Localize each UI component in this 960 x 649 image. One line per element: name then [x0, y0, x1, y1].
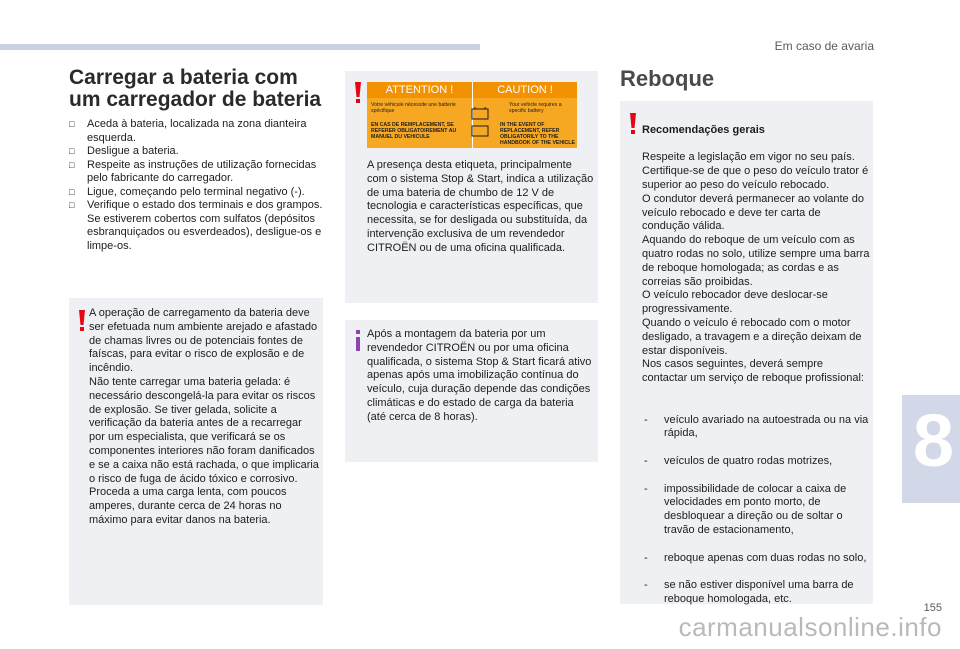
section-label: Em caso de avaria: [774, 39, 874, 53]
info-icon: [354, 330, 362, 352]
stop-start-info-text: Após a montagem da bateria por um revendedor CITROËN ou por uma oficina qualificada, o sistema Stop & Start ficará ativo apenas após uma imobilização contínua do veículo, cuja duração depende das condições climáticas e do estado de carga da bateria (até cerca de 8 horas).: [367, 328, 592, 423]
label-caution: CAUTION !: [472, 82, 577, 98]
warning-icon: [629, 113, 637, 135]
chapter-number: 8: [912, 399, 954, 482]
list-item: □ Respeite as instruções de utilização fornecidas pelo fabricante do carregador.: [69, 158, 317, 184]
list-item: □ Aceda à bateria, localizada na zona dianteira esquerda.: [69, 118, 307, 144]
list-item: - veículos de quatro rodas motrizes,: [642, 455, 870, 469]
bullet-icon: □: [69, 146, 75, 156]
list-item: - impossibilidade de colocar a caixa de velocidades em ponto morto, de desbloquear a direção ou de soltar o travão de estacionamento,: [642, 483, 870, 538]
towing-text-block: [642, 110, 870, 634]
label-attention: ATTENTION !: [367, 82, 472, 98]
stop-start-info-box: [345, 320, 598, 462]
towing-recommendations-box: [620, 101, 873, 604]
list-item: □ Verifique o estado dos terminais e dos grampos. Se estiverem cobertos com sulfatos (depósitos esbranquiçados ou esverdeados), desligue-os e limpe-os.: [69, 199, 323, 252]
page-number: 155: [923, 602, 942, 614]
towing-box-text: Respeite a legislação em vigor no seu país. Certifique-se de que o peso do veículo trator é superior ao peso do veículo rebocado. O condutor deverá permanecer ao volante do veículo rebocado e deve ter carta de condução válida. Aquando do reboque de um veículo com as quatro rodas no solo, utilize sempre uma barra de reboque homologada; as cordas e as correias são proibidas. O veículo rebocador deve deslocar-se progressivamente. Quando o veículo é rebocado com o motor desligado, a travagem e a direção deixam de estar disponíveis. Nos casos seguintes, deverá sempre contactar um serviço de reboque profissional:: [642, 151, 870, 385]
list-item: - veículo avariado na autoestrada ou na via rápida,: [642, 414, 870, 442]
bullet-icon: □: [69, 200, 75, 210]
label-fr-line1: Votre véhicule nécessite une batterie spécifique: [371, 102, 456, 114]
bullet-icon: □: [69, 119, 75, 129]
list-item: □ Desligue a bateria.: [69, 145, 179, 157]
bullet-icon: □: [69, 186, 75, 197]
warning-icon: [354, 82, 362, 104]
charging-warning-box: [69, 298, 323, 605]
list-item: - se não estiver disponível uma barra de reboque homologada, etc.: [642, 579, 870, 607]
label-en-line2: IN THE EVENT OF REPLACEMENT, REFER OBLIGATORILY TO THE HANDBOOK OF THE VEHICLE: [500, 122, 575, 146]
towing-cases-list: [642, 400, 870, 621]
towing-title: Reboque: [620, 66, 715, 91]
label-en-line1: Your vehicle requires a specific battery: [509, 102, 562, 114]
warning-icon: [78, 310, 86, 332]
battery-warning-label: [367, 82, 577, 148]
list-item: □ Ligue, começando pelo terminal negativo (-).: [69, 185, 305, 198]
header-bar: [0, 44, 480, 50]
battery-label-text: A presença desta etiqueta, principalmente com o sistema Stop & Start, indica a utilização de uma bateria de chumbo de 12 V de tecnologia e características específicas, que necessita, se for desligada ou substituída, da intervenção exclusiva de um revendedor CITROËN ou de uma oficina qualificada.: [367, 159, 594, 254]
bullet-icon: □: [69, 159, 75, 170]
list-item: - reboque apenas com duas rodas no solo,: [642, 552, 870, 566]
battery-icon: [469, 106, 493, 140]
charging-warning-text: A operação de carregamento da bateria deve ser efetuada num ambiente arejado e afastado de chamas livres ou de potenciais fontes de faíscas, para evitar o risco de explosão e de incêndio. Não tente carregar uma bateria gelada: é necessário descongelá-la para evitar os riscos de explosão. Se tiver gelada, solicite a verificação da bateria antes de a recarregar por um especialista, que verificará se os componentes interiores não foram danificados e se a caixa não está rachada, o que implicaria o risco de fuga de ácido tóxico e corrosivo. Proceda a uma carga lenta, com poucos amperes, durante cerca de 24 horas no máximo para evitar danos na bateria.: [89, 307, 319, 526]
charging-steps: [69, 118, 327, 253]
watermark: carmanualsonline.info: [678, 612, 942, 642]
label-fr-line2: EN CAS DE REMPLACEMENT, SE REFERER OBLIGATOIREMENT AU MANUEL DU VEHICULE: [371, 122, 457, 140]
battery-charging-title: Carregar a bateria com um carregador de bateria: [69, 66, 322, 111]
towing-box-title: Recomendações gerais: [642, 123, 765, 136]
